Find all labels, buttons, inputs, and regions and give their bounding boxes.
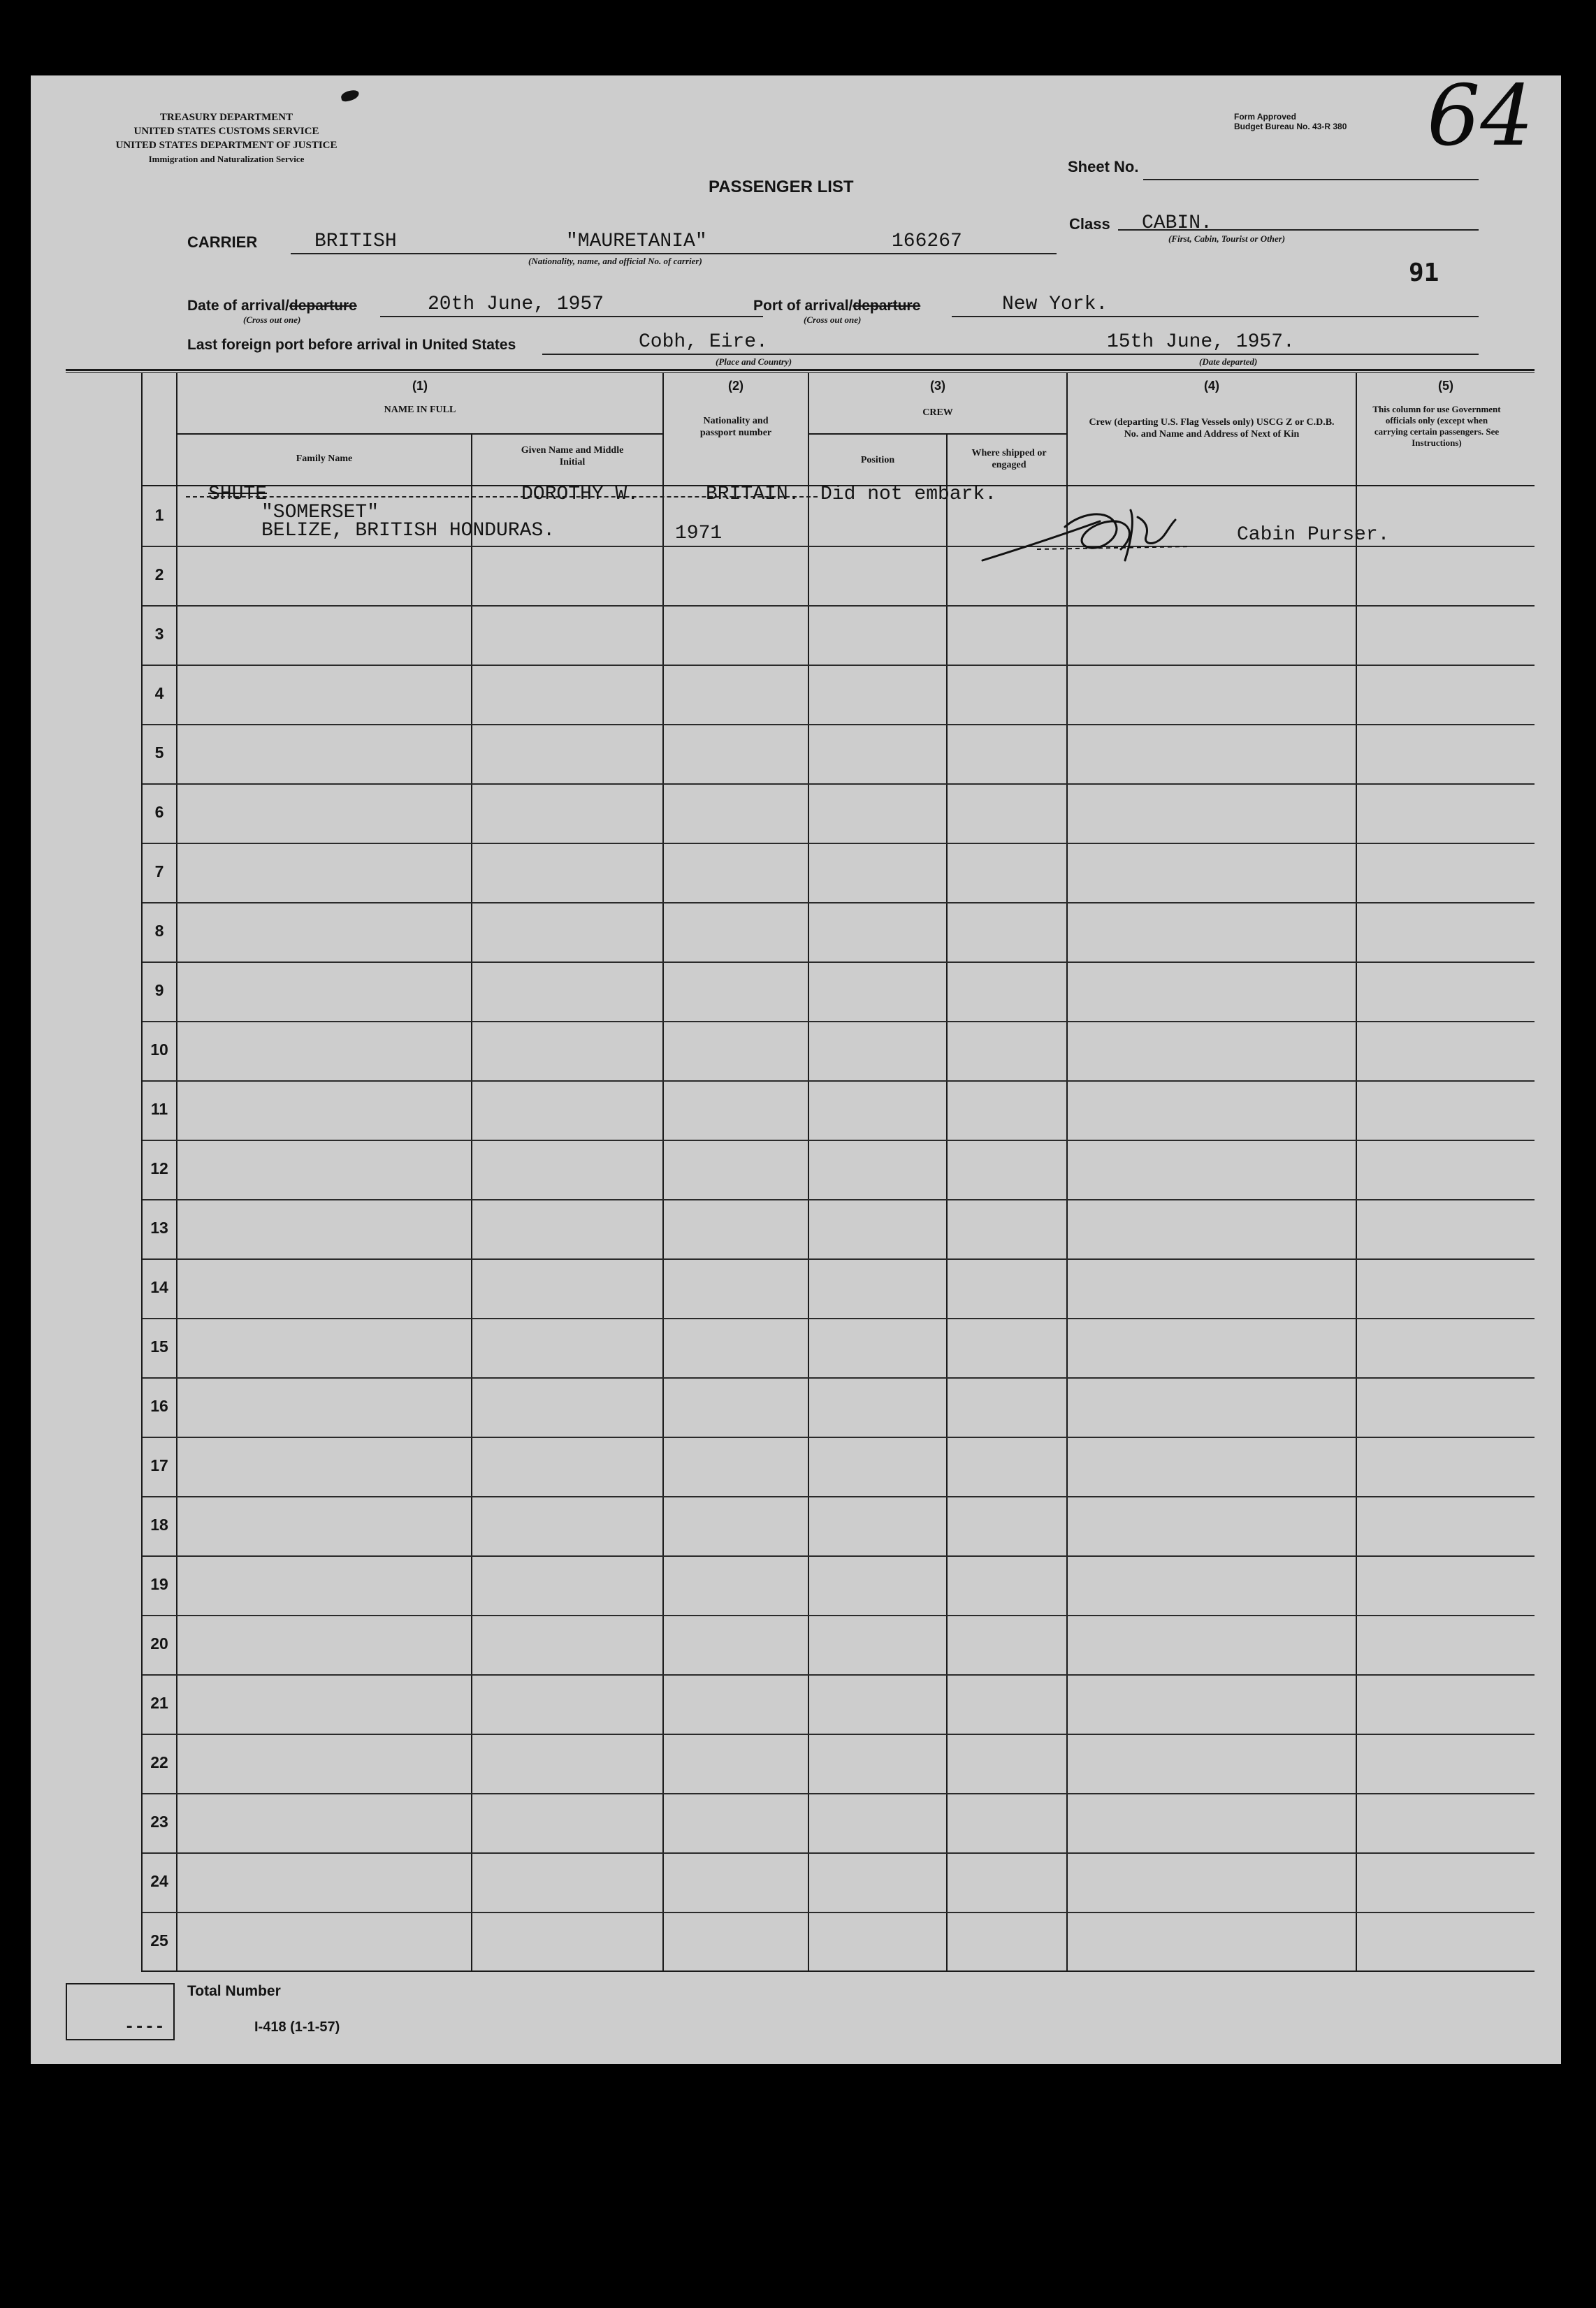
row-number: 23: [150, 1813, 168, 1831]
row-number: 1: [154, 506, 164, 524]
date-value: 20th June, 1957: [428, 293, 604, 315]
row-number: 22: [150, 1753, 168, 1771]
table-top-rule-2: [66, 372, 1535, 373]
row-number: 11: [150, 1100, 168, 1118]
row-divider: [143, 1555, 1535, 1557]
form-approved-line-1: Form Approved: [1234, 112, 1296, 122]
vline-col4-left: [1066, 373, 1068, 1972]
row-divider: [143, 1437, 1535, 1438]
col4-number: (4): [1204, 379, 1219, 393]
class-label: Class: [1069, 215, 1110, 233]
col2-number: (2): [728, 379, 743, 393]
col4-title: Crew (departing U.S. Flag Vessels only) USCG Z or C.D.B. No. and Name and Address of Next of Kin: [1089, 417, 1335, 440]
entry-given-name: DOROTHY W.: [521, 484, 639, 505]
port-label-prefix: Port of arrival/: [753, 298, 853, 314]
date-caption: (Cross out one): [243, 314, 301, 325]
entry-nationality: BRITAIN.: [706, 484, 800, 505]
entry-remark: Did not embark.: [820, 484, 997, 505]
page-title: PASSENGER LIST: [709, 177, 854, 196]
form-approved-line-2: Budget Bureau No. 43-R 380: [1234, 122, 1347, 131]
date-label-prefix: Date of arrival/: [187, 298, 289, 314]
row-divider: [143, 1674, 1535, 1676]
agency-line-2: UNITED STATES CUSTOMS SERVICE: [133, 126, 319, 137]
date-departed-caption: (Date departed): [1199, 356, 1258, 367]
entry-address-line-2: BELIZE, BRITISH HONDURAS.: [261, 520, 556, 542]
subheader-rule-name: [177, 433, 662, 435]
row-number: 15: [150, 1337, 168, 1356]
carrier-nationality: BRITISH: [314, 231, 397, 252]
row-number: 17: [150, 1456, 168, 1474]
row-divider: [143, 902, 1535, 903]
col1-title: NAME IN FULL: [384, 405, 456, 415]
col5-title: This column for use Government officials only (except when carrying certain passengers. See Instructions): [1372, 404, 1501, 448]
handwritten-page-number: 64: [1427, 68, 1534, 165]
row-divider: [143, 783, 1535, 785]
table-bottom-rule: [143, 1970, 1535, 1972]
row-divider: [143, 605, 1535, 607]
row-divider: [143, 1734, 1535, 1735]
row-number: 16: [150, 1397, 168, 1415]
total-number-value: ----: [124, 2018, 165, 2037]
port-value: New York.: [1002, 293, 1108, 315]
family-name-header: Family Name: [296, 453, 353, 464]
row-number: 9: [154, 981, 164, 999]
row-number: 19: [150, 1575, 168, 1593]
row-number: 20: [150, 1634, 168, 1653]
vline-col5-left: [1356, 373, 1357, 1972]
row-divider: [143, 1021, 1535, 1022]
vline-col3-left: [808, 373, 809, 1972]
entry-address-line-1: "SOMERSET": [261, 502, 379, 523]
passenger-list-form: [31, 68, 1561, 2064]
carrier-caption: (Nationality, name, and official No. of carrier): [528, 256, 702, 266]
class-line: [1118, 229, 1479, 231]
row-number: 7: [154, 862, 164, 880]
agency-line-4: Immigration and Naturalization Service: [148, 154, 305, 164]
row-number: 12: [150, 1159, 168, 1177]
carrier-name: "MAURETANIA": [566, 231, 707, 252]
row-divider: [143, 1377, 1535, 1379]
agency-heading: [80, 110, 373, 166]
row-number: 24: [150, 1872, 168, 1890]
where-shipped-header: Where shipped or engaged: [971, 448, 1047, 470]
row-number: 8: [154, 922, 164, 940]
form-number: I-418 (1-1-57): [254, 2019, 340, 2035]
given-name-header: Given Name and Middle Initial: [521, 445, 624, 467]
entry-passport: 1971: [675, 523, 723, 544]
port-caption: (Cross out one): [804, 314, 862, 325]
entry-family-name: SHUTE: [208, 484, 268, 505]
last-port-line: [542, 354, 1479, 355]
row-number: 25: [150, 1931, 168, 1950]
row-number: 6: [154, 803, 164, 821]
col3-title: CREW: [922, 407, 953, 418]
row-number: 14: [150, 1278, 168, 1296]
row-divider: [143, 1318, 1535, 1319]
carrier-label: CARRIER: [187, 233, 258, 251]
agency-line-1: TREASURY DEPARTMENT: [159, 112, 293, 123]
date-departed-value: 15th June, 1957.: [1107, 331, 1295, 353]
row-divider: [143, 1258, 1535, 1260]
port-line: [952, 316, 1479, 317]
port-label-struck: departure: [853, 298, 921, 314]
col5-number: (5): [1438, 379, 1453, 393]
row-divider: [143, 1080, 1535, 1082]
carrier-number: 166267: [892, 231, 962, 252]
row-number: 3: [154, 625, 164, 643]
class-value: CABIN.: [1142, 212, 1212, 234]
row-divider: [143, 1793, 1535, 1794]
row-number: 10: [150, 1040, 168, 1059]
row-divider: [143, 1496, 1535, 1497]
row-divider: [143, 665, 1535, 666]
last-port-label: Last foreign port before arrival in United States: [187, 337, 516, 353]
position-header: Position: [860, 455, 895, 465]
col1-number: (1): [412, 379, 428, 393]
date-line: [380, 316, 763, 317]
agency-line-3: UNITED STATES DEPARTMENT OF JUSTICE: [115, 140, 338, 151]
row-divider: [143, 724, 1535, 725]
port-label: [753, 298, 920, 314]
ink-mark: [340, 89, 360, 102]
row-number: 4: [154, 684, 164, 702]
class-caption: (First, Cabin, Tourist or Other): [1168, 233, 1286, 244]
row-divider: [143, 843, 1535, 844]
col2-title: Nationality and passport number: [699, 416, 772, 438]
purser-signature: [981, 493, 1247, 577]
row-divider: [143, 546, 1535, 547]
carrier-line: [291, 253, 1057, 254]
subheader-rule-crew: [808, 433, 1066, 435]
row-number: 21: [150, 1694, 168, 1712]
row-divider: [143, 1852, 1535, 1854]
row-number: 2: [154, 565, 164, 583]
row-divider: [143, 1199, 1535, 1200]
stamp-number: 91: [1409, 259, 1439, 287]
row-divider: [143, 1912, 1535, 1913]
last-port-caption: (Place and Country): [716, 356, 792, 367]
total-number-label: Total Number: [187, 1983, 281, 1999]
last-port-value: Cobh, Eire.: [639, 331, 768, 353]
row-number: 5: [154, 743, 164, 762]
form-approved: [1234, 112, 1347, 131]
entry-signatory: Cabin Purser.: [1237, 524, 1390, 546]
date-label: [187, 298, 357, 314]
row-number: 13: [150, 1219, 168, 1237]
col3-number: (3): [930, 379, 945, 393]
row-divider: [143, 1140, 1535, 1141]
table-top-rule: [66, 369, 1535, 371]
row-number: 18: [150, 1516, 168, 1534]
row-divider: [143, 1615, 1535, 1616]
row-divider: [143, 961, 1535, 963]
vline-col2-left: [662, 373, 664, 1972]
sheet-no-line: [1143, 179, 1479, 180]
sheet-no-label: Sheet No.: [1068, 158, 1139, 175]
date-label-struck: departure: [289, 298, 357, 314]
